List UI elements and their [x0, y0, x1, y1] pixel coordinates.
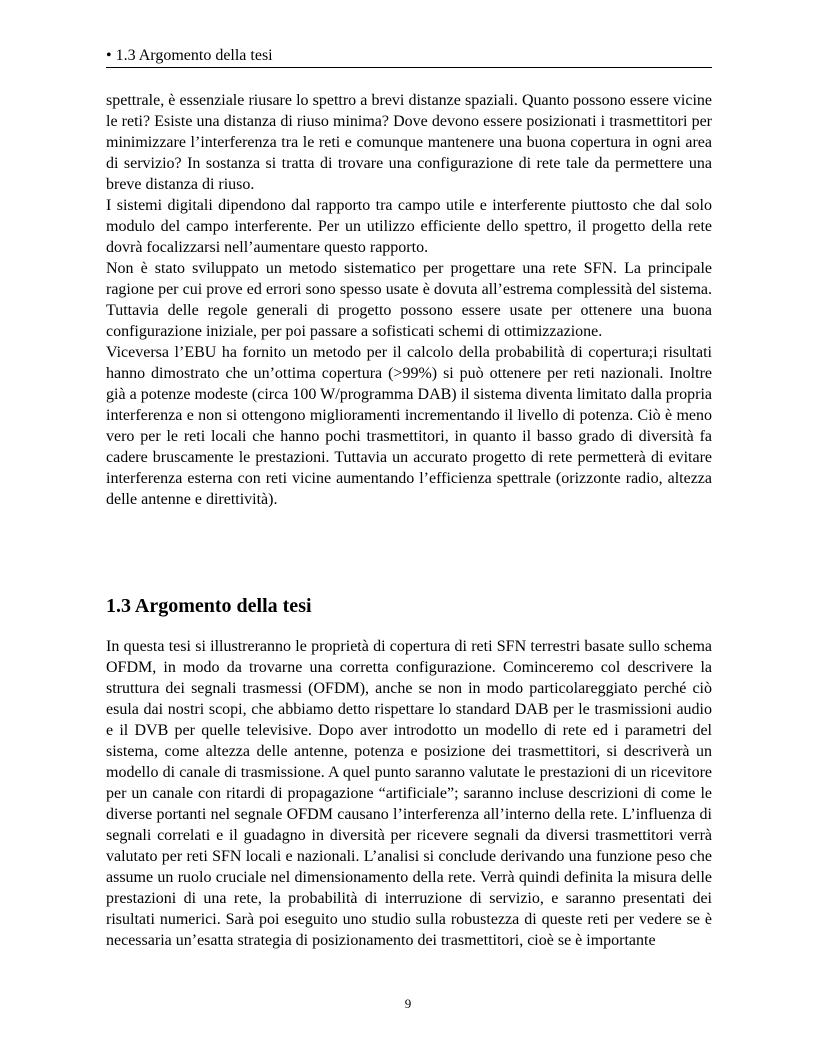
paragraph-digital-systems: I sistemi digitali dipendono dal rapporto tra campo utile e interferente piuttosto che dal solo modulo del campo interferente. Per un utilizzo efficiente dello spettro, il progetto della rete dovrà focalizzarsi nell’aumentare questo rapporto.: [106, 197, 712, 256]
header-title: 1.3 Argomento della tesi: [115, 47, 273, 64]
running-header: [106, 46, 712, 68]
paragraph-spectrum-reuse: spettrale, è essenziale riusare lo spettro a brevi distanze spaziali. Quanto possono essere vicine le reti? Esiste una distanza di riuso minima? Dove devono essere posizionati i trasmettitori per minimizzare l’interferenza tra le reti e comunque mantenere una buona copertura in ogni area di servizio? In sostanza si tratta di trovare una configurazione di rete tale da permettere una breve distanza di riuso.: [106, 92, 712, 193]
paragraph-ebu-method: Viceversa l’EBU ha fornito un metodo per il calcolo della probabilità di copertura;i risultati hanno dimostrato che un’ottima copertura (>99%) si può ottenere per reti nazionali. Inoltre già a potenze modeste (circa 100 W/programma DAB) il sistema diventa limitato dalla propria interferenza e non si ottengono miglioramenti incrementando il livello di potenza. Ciò è meno vero per le reti locali che hanno pochi trasmettitori, in quanto il basso grado di diversità fa cadere bruscamente le prestazioni. Tuttavia un accurato progetto di rete permetterà di evitare interferenza esterna con reti vicine aumentando l’efficienza spettrale (orizzonte radio, altezza delle antenne e direttività).: [106, 344, 712, 508]
body-text-section: [106, 636, 712, 951]
paragraph-thesis-topic: In questa tesi si illustreranno le proprietà di copertura di reti SFN terrestri basate sullo schema OFDM, in modo da trovarne una corretta configurazione. Cominceremo col descrivere la struttura dei segnali trasmessi (OFDM), anche se non in modo particolareggiato perché ciò esula dai nostri scopi, che abbiamo detto rispettare lo standard DAB per le trasmissioni audio e il DVB per quelle televisive. Dopo aver introdotto un modello di rete ed i parametri del sistema, come altezza delle antenne, potenza e posizione dei trasmettitori, si descriverà un modello di canale di trasmissione. A quel punto saranno valutate le prestazioni di un ricevitore per un canale con ritardi di propagazione “artificiale”; saranno incluse descrizioni di come le diverse portanti nel segnale OFDM causano l’interferenza all’interno della rete. L’influenza di segnali correlati e il guadagno in diversità per ricevere segnali da diversi trasmettitori verrà valutato per reti SFN locali e nazionali. L’analisi si conclude derivando una funzione peso che assume un ruolo cruciale nel dimensionamento della rete. Verrà quindi definita la misura delle prestazioni di una rete, la probabilità di interruzione di servizio, e saranno presentati dei risultati numerici. Sarà poi eseguito uno studio sulla robustezza di queste reti per vedere se è necessaria un’esatta strategia di posizionamento dei trasmettitori, cioè se è importante: [106, 638, 712, 949]
paragraph-sfn-design: Non è stato sviluppato un metodo sistematico per progettare una rete SFN. La principale ragione per cui prove ed errori sono spesso usate è dovuta all’estrema complessità del sistema. Tuttavia delle regole generali di progetto possono essere usate per ottenere una buona configurazione iniziale, per poi passare a sofisticati schemi di ottimizzazione.: [106, 260, 712, 340]
header-bullet: •: [106, 47, 112, 64]
page-number: 9: [404, 996, 412, 1011]
body-text-top: [106, 90, 712, 510]
section-heading: 1.3 Argomento della tesi: [106, 595, 312, 617]
